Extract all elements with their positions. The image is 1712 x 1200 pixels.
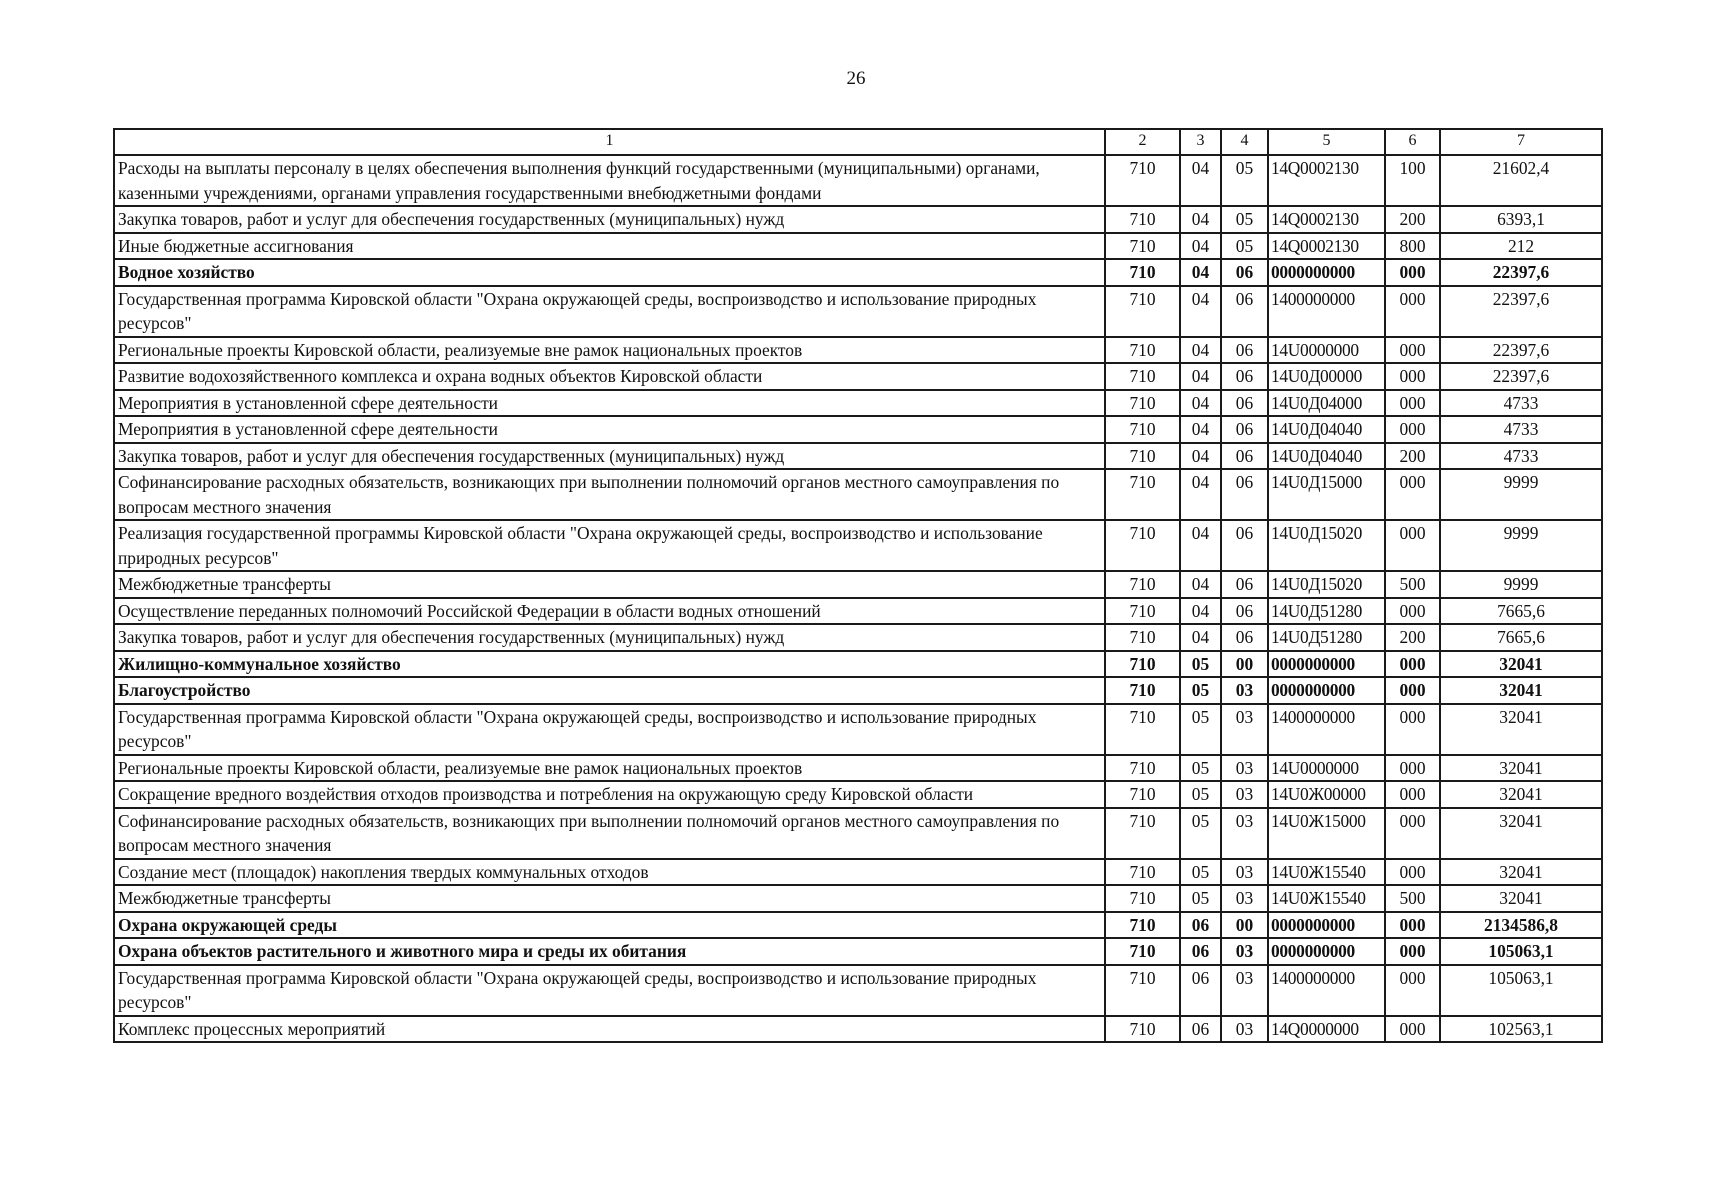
row-col4-cell: 00 <box>1221 651 1268 678</box>
row-col3-cell: 05 <box>1180 651 1221 678</box>
row-col4-cell: 05 <box>1221 155 1268 206</box>
row-col6-cell: 000 <box>1385 469 1440 520</box>
row-name-cell: Государственная программа Кировской области "Охрана окружающей среды, воспроизводство и использование природных ресурсов" <box>114 704 1105 755</box>
header-col-1: 1 <box>114 129 1105 155</box>
header-col-7: 7 <box>1440 129 1602 155</box>
row-col4-cell: 06 <box>1221 259 1268 286</box>
row-col2-cell: 710 <box>1105 651 1180 678</box>
row-col2-cell: 710 <box>1105 912 1180 939</box>
row-code-cell: 14U0Д15020 <box>1268 571 1385 598</box>
row-col4-cell: 03 <box>1221 938 1268 965</box>
header-col-5: 5 <box>1268 129 1385 155</box>
row-col3-cell: 05 <box>1180 885 1221 912</box>
row-col3-cell: 05 <box>1180 781 1221 808</box>
row-col6-cell: 000 <box>1385 859 1440 886</box>
row-col3-cell: 04 <box>1180 337 1221 364</box>
row-code-cell: 14U0000000 <box>1268 337 1385 364</box>
row-col6-cell: 200 <box>1385 443 1440 470</box>
row-code-cell: 14Q0002130 <box>1268 155 1385 206</box>
row-amount-cell: 22397,6 <box>1440 286 1602 337</box>
row-col6-cell: 000 <box>1385 390 1440 417</box>
row-name-cell: Софинансирование расходных обязательств, возникающих при выполнении полномочий органов местного самоуправления по вопросам местного значения <box>114 469 1105 520</box>
row-col4-cell: 06 <box>1221 598 1268 625</box>
row-col2-cell: 710 <box>1105 755 1180 782</box>
row-col3-cell: 06 <box>1180 965 1221 1016</box>
row-col2-cell: 710 <box>1105 155 1180 206</box>
table-row <box>114 155 1602 206</box>
row-col6-cell: 000 <box>1385 755 1440 782</box>
row-col4-cell: 06 <box>1221 624 1268 651</box>
row-amount-cell: 4733 <box>1440 443 1602 470</box>
row-amount-cell: 22397,6 <box>1440 363 1602 390</box>
row-name-cell: Осуществление переданных полномочий Российской Федерации в области водных отношений <box>114 598 1105 625</box>
row-name-cell: Охрана окружающей среды <box>114 912 1105 939</box>
row-name-cell: Водное хозяйство <box>114 259 1105 286</box>
table-row <box>114 443 1602 470</box>
row-code-cell: 1400000000 <box>1268 965 1385 1016</box>
table-row <box>114 938 1602 965</box>
row-col2-cell: 710 <box>1105 1016 1180 1043</box>
row-col6-cell: 000 <box>1385 259 1440 286</box>
row-col4-cell: 05 <box>1221 206 1268 233</box>
row-amount-cell: 105063,1 <box>1440 938 1602 965</box>
table-row <box>114 1016 1602 1043</box>
row-code-cell: 1400000000 <box>1268 286 1385 337</box>
table-row <box>114 677 1602 704</box>
table-row <box>114 206 1602 233</box>
row-name-cell: Развитие водохозяйственного комплекса и охрана водных объектов Кировской области <box>114 363 1105 390</box>
table-row <box>114 912 1602 939</box>
row-col6-cell: 000 <box>1385 416 1440 443</box>
row-col6-cell: 000 <box>1385 651 1440 678</box>
row-code-cell: 0000000000 <box>1268 259 1385 286</box>
row-code-cell: 14U0Д15020 <box>1268 520 1385 571</box>
row-col3-cell: 04 <box>1180 416 1221 443</box>
row-col2-cell: 710 <box>1105 390 1180 417</box>
row-col4-cell: 03 <box>1221 704 1268 755</box>
row-col2-cell: 710 <box>1105 286 1180 337</box>
row-col2-cell: 710 <box>1105 965 1180 1016</box>
row-name-cell: Мероприятия в установленной сфере деятельности <box>114 390 1105 417</box>
row-amount-cell: 2134586,8 <box>1440 912 1602 939</box>
row-name-cell: Мероприятия в установленной сфере деятельности <box>114 416 1105 443</box>
row-col3-cell: 04 <box>1180 624 1221 651</box>
row-amount-cell: 7665,6 <box>1440 624 1602 651</box>
table-row <box>114 859 1602 886</box>
row-col4-cell: 06 <box>1221 390 1268 417</box>
row-amount-cell: 32041 <box>1440 859 1602 886</box>
row-col2-cell: 710 <box>1105 938 1180 965</box>
row-col2-cell: 710 <box>1105 885 1180 912</box>
row-col4-cell: 06 <box>1221 337 1268 364</box>
row-col4-cell: 05 <box>1221 233 1268 260</box>
row-code-cell: 0000000000 <box>1268 912 1385 939</box>
table-row <box>114 781 1602 808</box>
row-col6-cell: 000 <box>1385 677 1440 704</box>
row-col6-cell: 000 <box>1385 781 1440 808</box>
table-row <box>114 624 1602 651</box>
row-col3-cell: 05 <box>1180 677 1221 704</box>
row-amount-cell: 32041 <box>1440 885 1602 912</box>
row-col6-cell: 000 <box>1385 337 1440 364</box>
row-col4-cell: 03 <box>1221 859 1268 886</box>
row-col2-cell: 710 <box>1105 520 1180 571</box>
row-amount-cell: 212 <box>1440 233 1602 260</box>
row-col6-cell: 200 <box>1385 624 1440 651</box>
row-name-cell: Иные бюджетные ассигнования <box>114 233 1105 260</box>
row-col3-cell: 04 <box>1180 443 1221 470</box>
table-row <box>114 259 1602 286</box>
table-row <box>114 965 1602 1016</box>
row-col4-cell: 06 <box>1221 443 1268 470</box>
row-col2-cell: 710 <box>1105 598 1180 625</box>
row-col3-cell: 04 <box>1180 598 1221 625</box>
row-col6-cell: 500 <box>1385 885 1440 912</box>
table-row <box>114 286 1602 337</box>
row-name-cell: Комплекс процессных мероприятий <box>114 1016 1105 1043</box>
row-code-cell: 14U0Д15000 <box>1268 469 1385 520</box>
header-col-2: 2 <box>1105 129 1180 155</box>
row-code-cell: 14U0Д04040 <box>1268 443 1385 470</box>
table-row <box>114 704 1602 755</box>
row-amount-cell: 9999 <box>1440 520 1602 571</box>
row-col4-cell: 06 <box>1221 286 1268 337</box>
row-code-cell: 14U0000000 <box>1268 755 1385 782</box>
row-col2-cell: 710 <box>1105 624 1180 651</box>
row-col2-cell: 710 <box>1105 416 1180 443</box>
table-row <box>114 233 1602 260</box>
row-col3-cell: 05 <box>1180 755 1221 782</box>
row-amount-cell: 105063,1 <box>1440 965 1602 1016</box>
row-name-cell: Сокращение вредного воздействия отходов производства и потребления на окружающую среду Кировской области <box>114 781 1105 808</box>
row-col6-cell: 500 <box>1385 571 1440 598</box>
row-amount-cell: 32041 <box>1440 677 1602 704</box>
header-row <box>114 129 1602 155</box>
row-col6-cell: 000 <box>1385 520 1440 571</box>
table-row <box>114 469 1602 520</box>
row-col6-cell: 000 <box>1385 912 1440 939</box>
table-row <box>114 755 1602 782</box>
header-col-6: 6 <box>1385 129 1440 155</box>
row-amount-cell: 9999 <box>1440 469 1602 520</box>
row-col3-cell: 06 <box>1180 1016 1221 1043</box>
row-col2-cell: 710 <box>1105 859 1180 886</box>
row-col3-cell: 04 <box>1180 363 1221 390</box>
table-row <box>114 337 1602 364</box>
row-code-cell: 0000000000 <box>1268 938 1385 965</box>
row-amount-cell: 32041 <box>1440 781 1602 808</box>
table-row <box>114 651 1602 678</box>
row-col6-cell: 100 <box>1385 155 1440 206</box>
table-row <box>114 808 1602 859</box>
row-code-cell: 14U0Ж15540 <box>1268 885 1385 912</box>
row-col6-cell: 000 <box>1385 286 1440 337</box>
row-amount-cell: 7665,6 <box>1440 598 1602 625</box>
row-col3-cell: 04 <box>1180 259 1221 286</box>
row-code-cell: 14Q0000000 <box>1268 1016 1385 1043</box>
row-col2-cell: 710 <box>1105 337 1180 364</box>
row-col4-cell: 06 <box>1221 571 1268 598</box>
budget-table <box>113 128 1603 1043</box>
row-col4-cell: 03 <box>1221 677 1268 704</box>
row-name-cell: Региональные проекты Кировской области, реализуемые вне рамок национальных проектов <box>114 337 1105 364</box>
row-col3-cell: 04 <box>1180 390 1221 417</box>
header-col-4: 4 <box>1221 129 1268 155</box>
row-col2-cell: 710 <box>1105 704 1180 755</box>
row-name-cell: Региональные проекты Кировской области, реализуемые вне рамок национальных проектов <box>114 755 1105 782</box>
row-col3-cell: 05 <box>1180 704 1221 755</box>
row-name-cell: Закупка товаров, работ и услуг для обеспечения государственных (муниципальных) нужд <box>114 206 1105 233</box>
row-col6-cell: 000 <box>1385 965 1440 1016</box>
row-col2-cell: 710 <box>1105 808 1180 859</box>
row-col3-cell: 04 <box>1180 155 1221 206</box>
row-amount-cell: 4733 <box>1440 390 1602 417</box>
row-col3-cell: 04 <box>1180 206 1221 233</box>
row-col2-cell: 710 <box>1105 677 1180 704</box>
row-name-cell: Государственная программа Кировской области "Охрана окружающей среды, воспроизводство и использование природных ресурсов" <box>114 286 1105 337</box>
row-code-cell: 14U0Д00000 <box>1268 363 1385 390</box>
row-col3-cell: 04 <box>1180 233 1221 260</box>
row-amount-cell: 22397,6 <box>1440 337 1602 364</box>
row-col3-cell: 05 <box>1180 859 1221 886</box>
row-col4-cell: 03 <box>1221 885 1268 912</box>
row-code-cell: 14U0Ж00000 <box>1268 781 1385 808</box>
row-amount-cell: 32041 <box>1440 808 1602 859</box>
row-code-cell: 14Q0002130 <box>1268 233 1385 260</box>
row-name-cell: Реализация государственной программы Кировской области "Охрана окружающей среды, воспроизводство и использование природных ресурсов" <box>114 520 1105 571</box>
row-amount-cell: 4733 <box>1440 416 1602 443</box>
row-col2-cell: 710 <box>1105 233 1180 260</box>
row-col3-cell: 06 <box>1180 912 1221 939</box>
row-name-cell: Софинансирование расходных обязательств, возникающих при выполнении полномочий органов местного самоуправления по вопросам местного значения <box>114 808 1105 859</box>
row-name-cell: Государственная программа Кировской области "Охрана окружающей среды, воспроизводство и использование природных ресурсов" <box>114 965 1105 1016</box>
row-col6-cell: 000 <box>1385 598 1440 625</box>
row-col4-cell: 03 <box>1221 1016 1268 1043</box>
row-col3-cell: 04 <box>1180 520 1221 571</box>
row-col4-cell: 00 <box>1221 912 1268 939</box>
row-code-cell: 14U0Д51280 <box>1268 624 1385 651</box>
row-code-cell: 0000000000 <box>1268 651 1385 678</box>
row-col3-cell: 05 <box>1180 808 1221 859</box>
row-col6-cell: 000 <box>1385 1016 1440 1043</box>
row-name-cell: Закупка товаров, работ и услуг для обеспечения государственных (муниципальных) нужд <box>114 624 1105 651</box>
table-row <box>114 598 1602 625</box>
row-col3-cell: 04 <box>1180 469 1221 520</box>
row-col4-cell: 06 <box>1221 469 1268 520</box>
row-col6-cell: 200 <box>1385 206 1440 233</box>
row-col4-cell: 03 <box>1221 808 1268 859</box>
row-name-cell: Охрана объектов растительного и животного мира и среды их обитания <box>114 938 1105 965</box>
row-col3-cell: 04 <box>1180 286 1221 337</box>
table-row <box>114 416 1602 443</box>
row-col4-cell: 06 <box>1221 416 1268 443</box>
row-col3-cell: 04 <box>1180 571 1221 598</box>
row-col2-cell: 710 <box>1105 469 1180 520</box>
row-code-cell: 14Q0002130 <box>1268 206 1385 233</box>
row-code-cell: 14U0Д51280 <box>1268 598 1385 625</box>
row-col2-cell: 710 <box>1105 571 1180 598</box>
table-row <box>114 520 1602 571</box>
row-code-cell: 14U0Д04040 <box>1268 416 1385 443</box>
row-col4-cell: 06 <box>1221 363 1268 390</box>
row-col6-cell: 000 <box>1385 808 1440 859</box>
row-amount-cell: 32041 <box>1440 704 1602 755</box>
row-code-cell: 1400000000 <box>1268 704 1385 755</box>
row-col2-cell: 710 <box>1105 206 1180 233</box>
row-col3-cell: 06 <box>1180 938 1221 965</box>
row-amount-cell: 32041 <box>1440 651 1602 678</box>
table-row <box>114 390 1602 417</box>
row-name-cell: Межбюджетные трансферты <box>114 885 1105 912</box>
row-amount-cell: 32041 <box>1440 755 1602 782</box>
row-code-cell: 14U0Д04000 <box>1268 390 1385 417</box>
row-col4-cell: 06 <box>1221 520 1268 571</box>
row-col4-cell: 03 <box>1221 755 1268 782</box>
row-col6-cell: 000 <box>1385 363 1440 390</box>
row-col2-cell: 710 <box>1105 781 1180 808</box>
table-row <box>114 363 1602 390</box>
row-col6-cell: 000 <box>1385 938 1440 965</box>
row-name-cell: Жилищно-коммунальное хозяйство <box>114 651 1105 678</box>
row-name-cell: Закупка товаров, работ и услуг для обеспечения государственных (муниципальных) нужд <box>114 443 1105 470</box>
table-body <box>114 155 1602 1042</box>
row-name-cell: Создание мест (площадок) накопления твердых коммунальных отходов <box>114 859 1105 886</box>
row-amount-cell: 102563,1 <box>1440 1016 1602 1043</box>
row-col2-cell: 710 <box>1105 443 1180 470</box>
row-amount-cell: 22397,6 <box>1440 259 1602 286</box>
row-amount-cell: 6393,1 <box>1440 206 1602 233</box>
row-name-cell: Благоустройство <box>114 677 1105 704</box>
row-col6-cell: 000 <box>1385 704 1440 755</box>
header-col-3: 3 <box>1180 129 1221 155</box>
row-code-cell: 14U0Ж15540 <box>1268 859 1385 886</box>
table-row <box>114 885 1602 912</box>
row-col2-cell: 710 <box>1105 363 1180 390</box>
table-row <box>114 571 1602 598</box>
row-amount-cell: 9999 <box>1440 571 1602 598</box>
row-col6-cell: 800 <box>1385 233 1440 260</box>
row-col2-cell: 710 <box>1105 259 1180 286</box>
row-name-cell: Межбюджетные трансферты <box>114 571 1105 598</box>
row-amount-cell: 21602,4 <box>1440 155 1602 206</box>
row-code-cell: 14U0Ж15000 <box>1268 808 1385 859</box>
row-col4-cell: 03 <box>1221 965 1268 1016</box>
page-number: 26 <box>846 68 866 89</box>
row-col4-cell: 03 <box>1221 781 1268 808</box>
row-name-cell: Расходы на выплаты персоналу в целях обеспечения выполнения функций государственными (муниципальными) органами, казенными учреждениями, органами управления государственными внебюджетными фондами <box>114 155 1105 206</box>
row-code-cell: 0000000000 <box>1268 677 1385 704</box>
